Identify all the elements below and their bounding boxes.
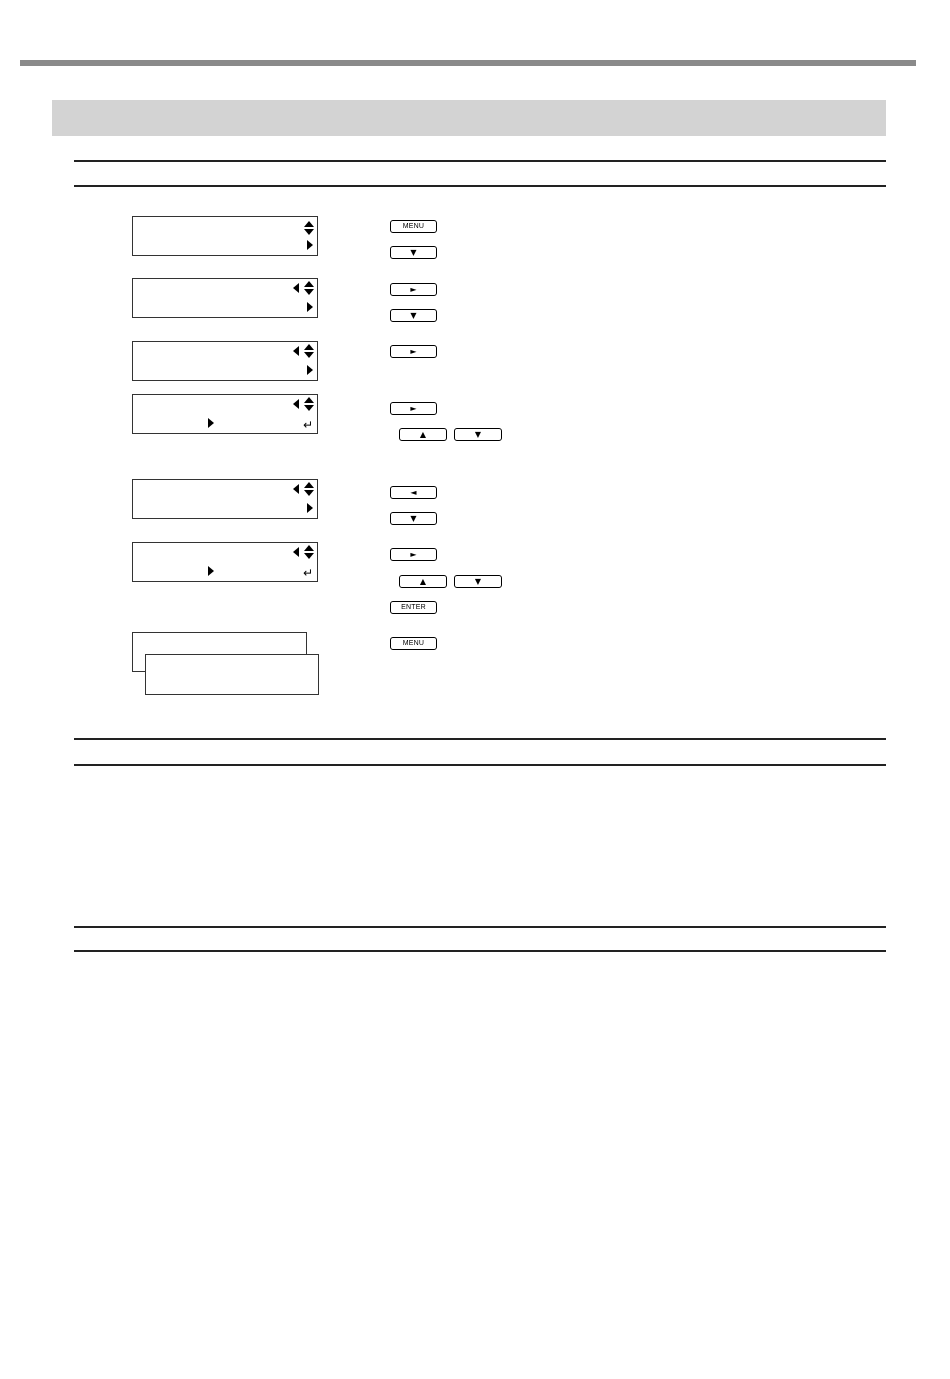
- lcd-screen-2: [132, 278, 318, 318]
- right-triangle-icon: [307, 365, 313, 375]
- up-down-icon: [304, 482, 314, 496]
- lcd-screen-4: [132, 394, 318, 434]
- right-triangle-icon: [307, 503, 313, 513]
- lcd-screen-6: [132, 542, 318, 582]
- down-key: ▼: [454, 428, 502, 441]
- enter-return-icon: ↵: [302, 566, 313, 580]
- notes-title-bottom-rule: [74, 950, 886, 952]
- left-triangle-icon: [293, 484, 299, 494]
- up-down-icon: [304, 344, 314, 358]
- left-triangle-icon: [293, 399, 299, 409]
- procedure-title-bottom-rule: [74, 185, 886, 187]
- up-down-icon: [304, 397, 314, 411]
- lcd-screen-3: [132, 341, 318, 381]
- up-down-icon: [304, 221, 314, 235]
- section-heading-band: [52, 100, 886, 136]
- lcd-screen-front: [145, 654, 319, 695]
- page-top-rule: [20, 60, 916, 66]
- up-key: ▲: [399, 575, 447, 588]
- left-key: ◄: [390, 486, 437, 499]
- right-key: ►: [390, 345, 437, 358]
- lcd-screen-1: [132, 216, 318, 256]
- right-triangle-icon: [208, 418, 214, 428]
- menu-key: MENU: [390, 220, 437, 233]
- enter-return-icon: ↵: [302, 418, 313, 432]
- lcd-screen-5: [132, 479, 318, 519]
- up-down-icon: [304, 281, 314, 295]
- menu-key: MENU: [390, 637, 437, 650]
- description-title-top-rule: [74, 738, 886, 740]
- down-key: ▼: [454, 575, 502, 588]
- right-key: ►: [390, 283, 437, 296]
- notes-title-top-rule: [74, 926, 886, 928]
- right-triangle-icon: [307, 240, 313, 250]
- left-triangle-icon: [293, 346, 299, 356]
- down-key: ▼: [390, 309, 437, 322]
- right-triangle-icon: [307, 302, 313, 312]
- up-key: ▲: [399, 428, 447, 441]
- up-down-icon: [304, 545, 314, 559]
- down-key: ▼: [390, 512, 437, 525]
- right-key: ►: [390, 548, 437, 561]
- procedure-title-top-rule: [74, 160, 886, 162]
- down-key: ▼: [390, 246, 437, 259]
- enter-key: ENTER: [390, 601, 437, 614]
- left-triangle-icon: [293, 547, 299, 557]
- left-triangle-icon: [293, 283, 299, 293]
- right-key: ►: [390, 402, 437, 415]
- right-triangle-icon: [208, 566, 214, 576]
- description-title-bottom-rule: [74, 764, 886, 766]
